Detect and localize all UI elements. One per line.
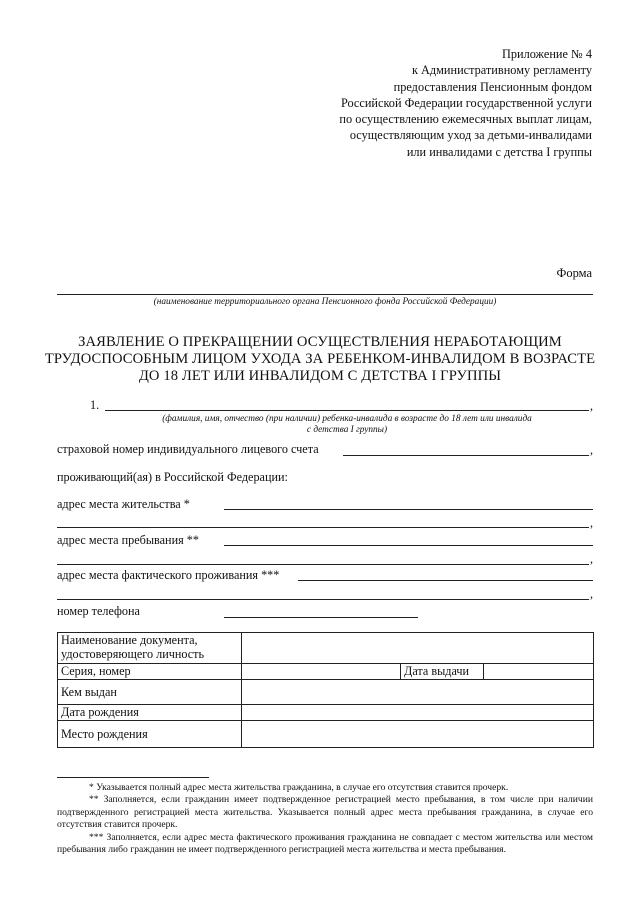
stay-address-field-line2[interactable]: [57, 564, 589, 565]
residing-label: проживающий(ая) в Российской Федерации:: [57, 470, 288, 484]
appendix-line: к Административному регламенту: [411, 63, 592, 78]
issued-by-value[interactable]: [242, 680, 594, 705]
title-line: ЗАЯВЛЕНИЕ О ПРЕКРАЩЕНИИ ОСУЩЕСТВЛЕНИЯ НЕРАБОТАЮЩИМ: [78, 334, 562, 350]
birth-place-label: Место рождения: [58, 721, 242, 748]
snils-label: страховой номер индивидуального лицевого счета: [57, 442, 319, 456]
appendix-line: Российской Федерации государственной услуги: [340, 95, 592, 110]
comma: ,: [590, 587, 594, 601]
residence-address-field-line2[interactable]: [57, 527, 589, 528]
comma: ,: [590, 399, 594, 413]
table-row: [58, 721, 594, 748]
comma: ,: [590, 516, 594, 530]
item-number: 1.: [90, 398, 100, 412]
title-line: ДО 18 ЛЕТ ИЛИ ИНВАЛИДОМ С ДЕТСТВА I ГРУППЫ: [138, 368, 502, 384]
territorial-body-caption: (наименование территориального органа Пенсионного фонда Российской Федерации): [153, 297, 497, 307]
residence-address-field[interactable]: [224, 509, 593, 510]
table-row: [58, 705, 594, 721]
footnote: *** Заполняется, если адрес места фактического проживания гражданина не совпадает с местом жительства или местом пребывания либо гражданин не имеет подтвержденного регистрацией места жительства и места пребывания.: [57, 831, 593, 856]
appendix-header: [339, 46, 592, 160]
footnotes: [57, 782, 593, 856]
footnote: ** Заполняется, если гражданин имеет подтвержденное регистрацией место пребывания, в том числе при наличии подтвержденного регистрацией места жительства. Указывается полный адрес места пребывания гражданина, в случае его отсутствия ставится прочерк.: [57, 794, 593, 831]
birth-date-label: Дата рождения: [58, 705, 242, 721]
phone-field[interactable]: [224, 617, 418, 618]
snils-field[interactable]: [343, 455, 589, 456]
title-line: ТРУДОСПОСОБНЫМ ЛИЦОМ УХОДА ЗА РЕБЕНКОМ-ИНВАЛИДОМ В ВОЗРАСТЕ: [44, 351, 596, 367]
phone-label: номер телефона: [57, 604, 140, 618]
stay-address-field[interactable]: [224, 545, 593, 546]
child-name-field[interactable]: [105, 410, 589, 411]
stay-address-label: адрес места пребывания **: [57, 533, 199, 547]
comma: ,: [590, 552, 594, 566]
appendix-line: или инвалидами с детства I группы: [406, 144, 592, 159]
series-number-label: Серия, номер: [58, 664, 242, 680]
appendix-line: по осуществлению ежемесячных выплат лицам,: [339, 112, 592, 127]
birth-date-value[interactable]: [242, 705, 594, 721]
birth-place-value[interactable]: [242, 721, 594, 748]
appendix-line: предоставления Пенсионным фондом: [393, 79, 592, 94]
form-label: Форма: [556, 266, 592, 280]
footnote: * Указывается полный адрес места жительства гражданина, в случае его отсутствия ставится прочерк.: [89, 782, 509, 793]
issue-date-label: Дата выдачи: [401, 664, 484, 680]
issue-date-value[interactable]: [484, 664, 594, 680]
table-row: [58, 664, 594, 680]
residence-address-label: адрес места жительства *: [57, 497, 190, 511]
footnote-divider: [57, 777, 209, 778]
document-title: [40, 334, 600, 385]
actual-address-field[interactable]: [298, 580, 593, 581]
table-row: [58, 680, 594, 705]
doc-name-label: Наименование документа, удостоверяющего личность: [58, 633, 242, 664]
comma: ,: [590, 443, 594, 457]
series-number-value[interactable]: [242, 664, 401, 680]
child-name-caption-line1: (фамилия, имя, отчество (при наличии) ребенка-инвалида в возрасте до 18 лет или инвалида: [162, 414, 532, 424]
appendix-line: Приложение № 4: [501, 47, 592, 61]
identity-document-table: [57, 632, 594, 748]
appendix-line: осуществляющим уход за детьми-инвалидами: [349, 128, 592, 143]
actual-address-label: адрес места фактического проживания ***: [57, 568, 280, 582]
child-name-caption-line2: с детства I группы): [306, 425, 388, 435]
table-row: [58, 633, 594, 664]
actual-address-field-line2[interactable]: [57, 599, 589, 600]
territorial-body-field[interactable]: [57, 294, 593, 295]
doc-name-value[interactable]: [242, 633, 594, 664]
issued-by-label: Кем выдан: [58, 680, 242, 705]
